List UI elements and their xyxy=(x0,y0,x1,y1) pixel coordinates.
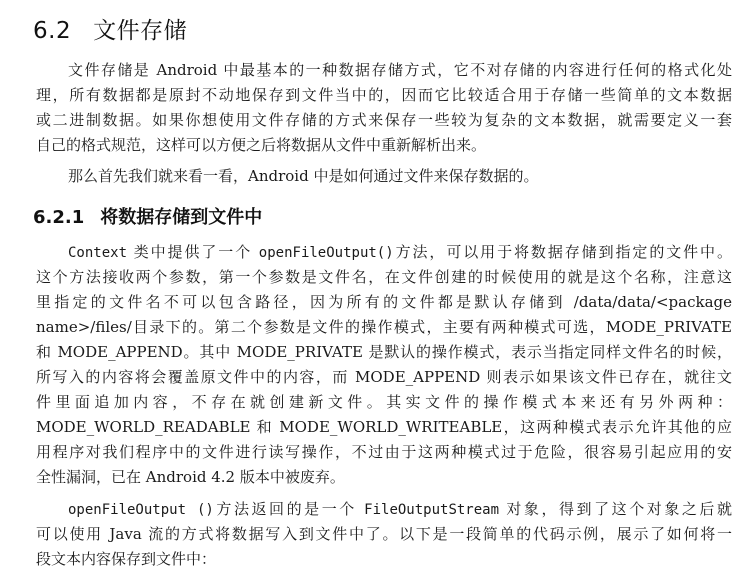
text-line: 理，所有数据都是原封不动地保存到文件当中的，因而它比较适合用于存储一些简单的文本数据 xyxy=(36,86,732,104)
inline-code: openFileOutput() xyxy=(258,245,394,261)
section-number: 6.2 xyxy=(33,18,72,44)
section-heading xyxy=(33,12,187,45)
text-line: 件里面追加内容，不存在就创建新文件。其实文件的操作模式本来还有另外两种： xyxy=(36,393,732,411)
inline-code: FileOutputStream xyxy=(364,502,500,518)
text-line: 全性漏洞，已在 Android 4.2 版本中被废弃。 xyxy=(36,468,345,486)
text-line xyxy=(68,240,732,264)
text-line: 和 MODE_APPEND。其中 MODE_PRIVATE 是默认的操作模式，表示当指定同样文件名的时候， xyxy=(36,343,732,361)
section-title: 文件存储 xyxy=(93,18,188,44)
subsection-heading xyxy=(33,203,262,229)
text-line: name>/files/目录下的。第二个参数是文件的操作模式，主要有两种模式可选，MODE_PRIVATE xyxy=(36,318,732,336)
text-span: 类中提供了一个 xyxy=(127,243,259,261)
text-span: 对象，得到了这个对象之后就 xyxy=(499,500,732,518)
text-line: 或二进制数据。如果你想使用文件存储的方式来保存一些较为复杂的文本数据，就需要定义一套 xyxy=(36,111,732,129)
text-line: 那么首先我们就来看一看，Android 中是如何通过文件来保存数据的。 xyxy=(68,167,539,185)
text-line: 所写入的内容将会覆盖原文件中的内容，而 MODE_APPEND 则表示如果该文件已存在，就往文 xyxy=(36,368,732,386)
text-line: 可以使用 Java 流的方式将数据写入到文件中了。以下是一段简单的代码示例，展示了如何将一 xyxy=(36,525,732,543)
text-span: 方法，可以用于将数据存储到指定的文件中。 xyxy=(393,243,732,261)
inline-code: Context xyxy=(68,245,128,261)
text-span: 方法返回的是一个 xyxy=(213,500,365,518)
subsection-number: 6.2.1 xyxy=(33,207,85,228)
text-line: MODE_WORLD_READABLE 和 MODE_WORLD_WRITEABLE，这两种模式表示允许其他的应 xyxy=(36,418,732,436)
text-line: 里指定的文件名不可以包含路径，因为所有的文件都是默认存储到 /data/data/<package xyxy=(36,293,732,311)
text-line: 用程序对我们程序中的文件进行读写操作，不过由于这两种模式过于危险，很容易引起应用的安 xyxy=(36,443,732,461)
text-line: 这个方法接收两个参数，第一个参数是文件名，在文件创建的时候使用的就是这个名称，注意这 xyxy=(36,268,732,286)
text-line: 自己的格式规范，这样可以方便之后将数据从文件中重新解析出来。 xyxy=(36,136,487,154)
text-line: 文件存储是 Android 中最基本的一种数据存储方式，它不对存储的内容进行任何的格式化处 xyxy=(68,61,732,79)
subsection-title: 将数据存储到文件中 xyxy=(100,207,263,228)
inline-code: openFileOutput () xyxy=(68,502,214,518)
text-line: 段文本内容保存到文件中： xyxy=(36,550,217,568)
text-line xyxy=(68,497,732,521)
